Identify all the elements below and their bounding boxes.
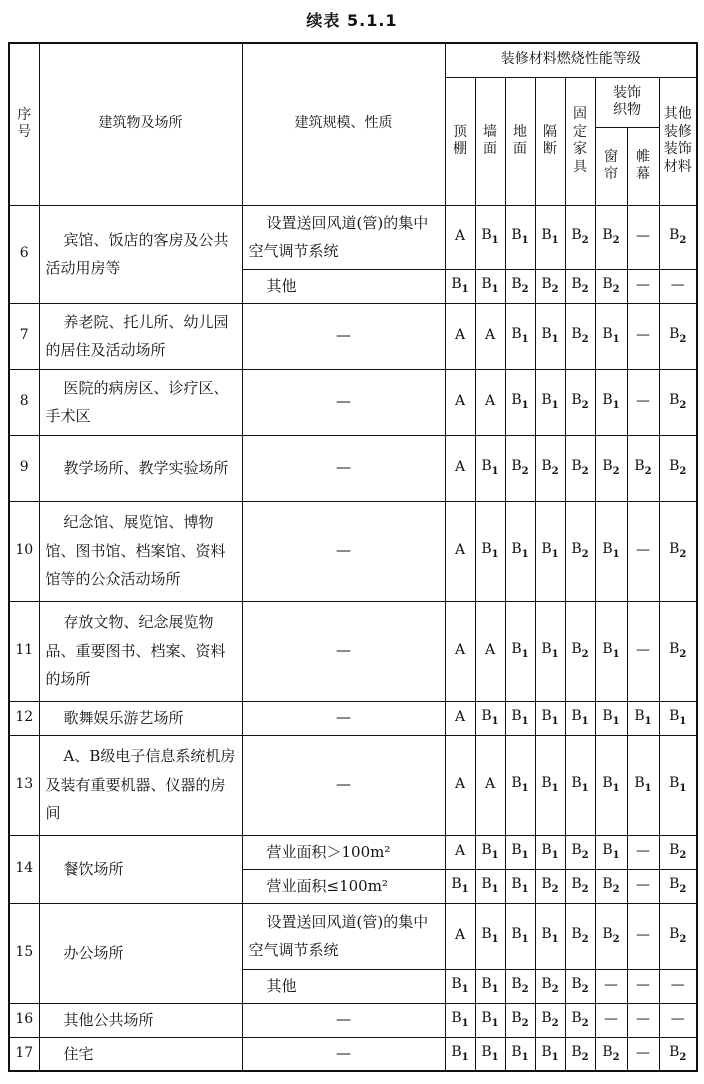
rating-cell: A (475, 369, 505, 435)
building-name: 办公场所 (39, 903, 242, 1003)
table-row (9, 701, 697, 735)
rating-cell: $B_2$ (659, 903, 697, 969)
rating-cell: — (627, 1003, 659, 1037)
table-row (9, 501, 697, 601)
rating-cell: $B_2$ (659, 1037, 697, 1071)
rating-cell: $B_1$ (505, 303, 535, 369)
rating-cell: — (595, 1003, 627, 1037)
rating-cell: $B_2$ (565, 435, 595, 501)
rating-cell: $B_1$ (475, 205, 505, 269)
rating-cell: $B_2$ (659, 369, 697, 435)
rating-cell: $B_2$ (659, 835, 697, 869)
rating-cell: $B_1$ (505, 735, 535, 835)
rating-cell: $B_1$ (475, 1037, 505, 1071)
rating-cell: $B_1$ (445, 1003, 475, 1037)
rating-cell: $B_1$ (595, 369, 627, 435)
rating-cell: A (445, 303, 475, 369)
rating-cell: $B_2$ (505, 969, 535, 1003)
rating-cell: $B_2$ (565, 601, 595, 701)
rating-cell: $B_2$ (505, 435, 535, 501)
building-scale: — (242, 435, 445, 501)
rating-cell: $B_1$ (445, 869, 475, 903)
fire-rating-table (8, 42, 698, 1072)
rating-cell: $B_2$ (565, 835, 595, 869)
rating-cell: $B_1$ (595, 303, 627, 369)
rating-cell: $B_1$ (595, 835, 627, 869)
building-name: 宾馆、饭店的客房及公共活动用房等 (39, 205, 242, 303)
rating-cell: $B_1$ (445, 269, 475, 303)
rating-cell: $B_1$ (505, 903, 535, 969)
rating-cell: $B_2$ (595, 205, 627, 269)
rating-cell: $B_1$ (505, 369, 535, 435)
building-name: 餐饮场所 (39, 835, 242, 903)
rating-cell: $B_1$ (505, 1037, 535, 1071)
rating-cell: A (445, 701, 475, 735)
header-seq: 序 号 (9, 43, 39, 205)
rating-cell: $B_1$ (535, 835, 565, 869)
building-scale: — (242, 601, 445, 701)
rating-cell: $B_2$ (565, 869, 595, 903)
rating-cell: A (445, 735, 475, 835)
rating-cell: — (627, 269, 659, 303)
rating-cell: $B_2$ (659, 435, 697, 501)
rating-cell: $B_1$ (535, 701, 565, 735)
header-building: 建筑物及场所 (39, 43, 242, 205)
rating-cell: $B_1$ (475, 1003, 505, 1037)
header-scale: 建筑规模、性质 (242, 43, 445, 205)
row-number: 6 (9, 205, 39, 303)
building-name: A、B级电子信息系统机房及装有重要机器、仪器的房间 (39, 735, 242, 835)
building-name: 歌舞娱乐游艺场所 (39, 701, 242, 735)
building-scale: 设置送回风道(管)的集中空气调节系统 (242, 903, 445, 969)
rating-cell: $B_2$ (565, 1003, 595, 1037)
rating-cell: $B_2$ (565, 369, 595, 435)
rating-cell: A (445, 903, 475, 969)
rating-cell: $B_2$ (659, 205, 697, 269)
table-title: 续表 5.1.1 (306, 11, 398, 30)
rating-cell: $B_2$ (565, 303, 595, 369)
table-row (9, 735, 697, 835)
rating-cell: — (627, 501, 659, 601)
rating-cell: $B_1$ (445, 1037, 475, 1071)
rating-cell: $B_1$ (445, 969, 475, 1003)
rating-cell: A (475, 735, 505, 835)
table-row (9, 205, 697, 269)
row-number: 8 (9, 369, 39, 435)
rating-cell: $B_1$ (627, 701, 659, 735)
row-number: 12 (9, 701, 39, 735)
building-scale: — (242, 501, 445, 601)
rating-cell: $B_2$ (535, 969, 565, 1003)
table-row (9, 1037, 697, 1071)
table-row (9, 903, 697, 969)
header-other: 其他 装修 装饰 材料 (659, 77, 697, 205)
rating-cell: $B_2$ (565, 1037, 595, 1071)
table-row (9, 601, 697, 701)
rating-cell: $B_2$ (595, 269, 627, 303)
rating-cell: $B_1$ (535, 501, 565, 601)
building-name: 住宅 (39, 1037, 242, 1071)
rating-cell: — (659, 1003, 697, 1037)
rating-cell: $B_2$ (595, 1037, 627, 1071)
rating-cell: — (627, 969, 659, 1003)
rating-cell: — (627, 369, 659, 435)
table-row (9, 369, 697, 435)
header-col-3: 隔 断 (535, 77, 565, 205)
header-rating-group: 装修材料燃烧性能等级 (445, 43, 697, 77)
rating-cell: $B_1$ (659, 735, 697, 835)
building-scale: 其他 (242, 269, 445, 303)
header-col-0: 顶 棚 (445, 77, 475, 205)
rating-cell: — (659, 269, 697, 303)
rating-cell: $B_1$ (535, 303, 565, 369)
table-row (9, 835, 697, 869)
rating-cell: A (445, 435, 475, 501)
row-number: 17 (9, 1037, 39, 1071)
row-number: 14 (9, 835, 39, 903)
rating-cell: $B_2$ (505, 269, 535, 303)
rating-cell: $B_2$ (535, 1003, 565, 1037)
rating-cell: $B_1$ (505, 869, 535, 903)
header-textile-sub-1: 帷 幕 (627, 127, 659, 205)
rating-cell: $B_1$ (535, 735, 565, 835)
rating-cell: $B_2$ (659, 501, 697, 601)
rating-cell: $B_2$ (565, 969, 595, 1003)
rating-cell: $B_2$ (595, 903, 627, 969)
row-number: 7 (9, 303, 39, 369)
rating-cell: $B_1$ (475, 903, 505, 969)
rating-cell: $B_2$ (595, 435, 627, 501)
building-scale: 营业面积＞100m² (242, 835, 445, 869)
rating-cell: $B_1$ (475, 501, 505, 601)
building-name: 其他公共场所 (39, 1003, 242, 1037)
rating-cell: A (445, 601, 475, 701)
rating-cell: $B_1$ (475, 435, 505, 501)
rating-cell: $B_2$ (659, 601, 697, 701)
table-row (9, 435, 697, 501)
rating-cell: — (627, 903, 659, 969)
rating-cell: — (627, 1037, 659, 1071)
rating-cell: $B_2$ (535, 435, 565, 501)
rating-cell: $B_2$ (659, 869, 697, 903)
rating-cell: $B_1$ (659, 701, 697, 735)
rating-cell: $B_1$ (475, 269, 505, 303)
building-scale: 其他 (242, 969, 445, 1003)
building-scale: — (242, 303, 445, 369)
row-number: 10 (9, 501, 39, 601)
row-number: 13 (9, 735, 39, 835)
rating-cell: $B_1$ (535, 205, 565, 269)
row-number: 11 (9, 601, 39, 701)
rating-cell: — (659, 969, 697, 1003)
rating-cell: $B_2$ (627, 435, 659, 501)
rating-cell: A (445, 205, 475, 269)
rating-cell: $B_1$ (505, 701, 535, 735)
rating-cell: A (445, 835, 475, 869)
rating-cell: $B_1$ (565, 735, 595, 835)
rating-cell: $B_2$ (659, 303, 697, 369)
row-number: 15 (9, 903, 39, 1003)
building-scale: — (242, 701, 445, 735)
building-scale: — (242, 369, 445, 435)
rating-cell: $B_2$ (535, 269, 565, 303)
header-col-2: 地 面 (505, 77, 535, 205)
rating-cell: $B_1$ (475, 835, 505, 869)
rating-cell: — (627, 869, 659, 903)
rating-cell: $B_1$ (505, 205, 535, 269)
rating-cell: — (595, 969, 627, 1003)
rating-cell: $B_1$ (595, 735, 627, 835)
building-name: 养老院、托儿所、幼儿园的居住及活动场所 (39, 303, 242, 369)
building-name: 纪念馆、展览馆、博物馆、图书馆、档案馆、资料馆等的公众活动场所 (39, 501, 242, 601)
rating-cell: $B_2$ (565, 501, 595, 601)
rating-cell: A (445, 369, 475, 435)
building-name: 存放文物、纪念展览物品、重要图书、档案、资料的场所 (39, 601, 242, 701)
building-scale: 营业面积≤100m² (242, 869, 445, 903)
rating-cell: $B_1$ (535, 1037, 565, 1071)
rating-cell: $B_1$ (595, 601, 627, 701)
rating-cell: $B_1$ (535, 601, 565, 701)
building-name: 教学场所、教学实验场所 (39, 435, 242, 501)
rating-cell: $B_2$ (595, 869, 627, 903)
rating-cell: $B_1$ (535, 903, 565, 969)
rating-cell: $B_1$ (565, 701, 595, 735)
building-scale: 设置送回风道(管)的集中空气调节系统 (242, 205, 445, 269)
rating-cell: A (445, 501, 475, 601)
rating-cell: $B_2$ (565, 205, 595, 269)
row-number: 16 (9, 1003, 39, 1037)
rating-cell: $B_1$ (475, 869, 505, 903)
rating-cell: $B_1$ (475, 969, 505, 1003)
rating-cell: $B_2$ (565, 903, 595, 969)
building-name: 医院的病房区、诊疗区、手术区 (39, 369, 242, 435)
rating-cell: $B_2$ (505, 1003, 535, 1037)
rating-cell: $B_2$ (535, 869, 565, 903)
rating-cell: A (475, 303, 505, 369)
rating-cell: $B_1$ (535, 369, 565, 435)
rating-cell: — (627, 303, 659, 369)
rating-cell: $B_1$ (595, 701, 627, 735)
header-col-4: 固 定 家 具 (565, 77, 595, 205)
rating-cell: $B_1$ (505, 835, 535, 869)
rating-cell: $B_1$ (505, 501, 535, 601)
rating-cell: $B_1$ (627, 735, 659, 835)
rating-cell: — (627, 601, 659, 701)
header-col-1: 墙 面 (475, 77, 505, 205)
rating-cell: — (627, 835, 659, 869)
header-textile-sub-0: 窗 帘 (595, 127, 627, 205)
rating-cell: $B_1$ (595, 501, 627, 601)
building-scale: — (242, 735, 445, 835)
rating-cell: — (627, 205, 659, 269)
table-row (9, 303, 697, 369)
row-number: 9 (9, 435, 39, 501)
rating-cell: A (475, 601, 505, 701)
building-scale: — (242, 1037, 445, 1071)
building-scale: — (242, 1003, 445, 1037)
rating-cell: $B_2$ (565, 269, 595, 303)
header-textile: 装饰 织物 (595, 77, 659, 127)
table-row (9, 1003, 697, 1037)
rating-cell: $B_1$ (475, 701, 505, 735)
rating-cell: $B_1$ (505, 601, 535, 701)
